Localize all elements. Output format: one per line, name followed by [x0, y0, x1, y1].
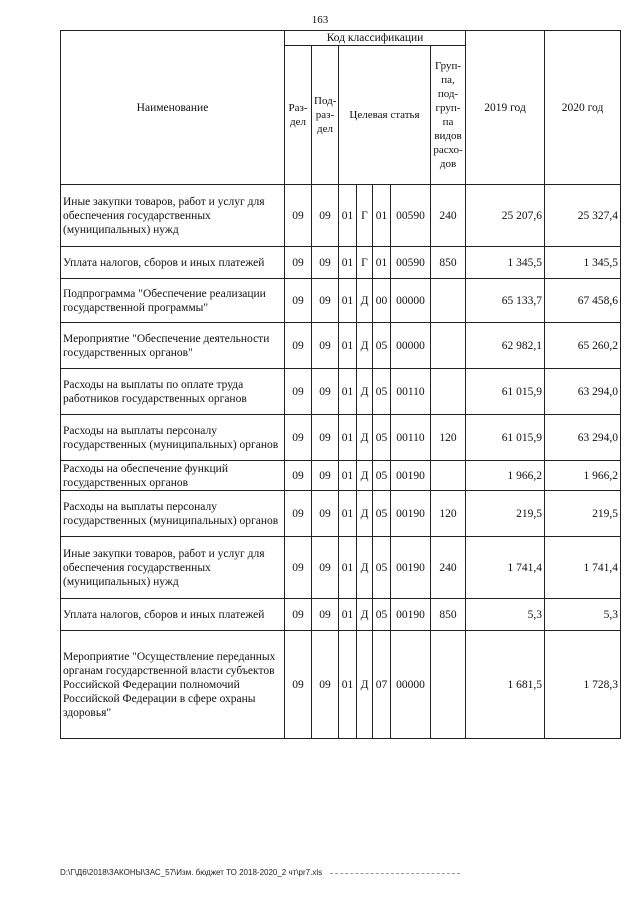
row-expense-type: 120: [431, 415, 466, 461]
row-subsection: 09: [312, 415, 339, 461]
row-name: Иные закупки товаров, работ и услуг для обеспечения государственных (муниципальных) нужд: [61, 185, 285, 247]
row-amount-2020: 1 966,2: [545, 461, 621, 491]
table-row: [61, 279, 621, 323]
row-section: 09: [285, 247, 312, 279]
row-target-program: 01: [339, 247, 357, 279]
table-row: [61, 369, 621, 415]
table-row: [61, 631, 621, 739]
row-amount-2020: 63 294,0: [545, 415, 621, 461]
row-section: 09: [285, 369, 312, 415]
table-row: [61, 247, 621, 279]
row-target-program: 01: [339, 599, 357, 631]
row-subsection: 09: [312, 323, 339, 369]
row-name: Иные закупки товаров, работ и услуг для обеспечения государственных (муниципальных) нужд: [61, 537, 285, 599]
table-row: [61, 415, 621, 461]
row-expense-type: 850: [431, 599, 466, 631]
row-section: 09: [285, 415, 312, 461]
row-amount-2020: 1 741,4: [545, 537, 621, 599]
row-section: 09: [285, 185, 312, 247]
row-subsection: 09: [312, 279, 339, 323]
row-amount-2019: 61 015,9: [466, 369, 545, 415]
row-amount-2020: 1 728,3: [545, 631, 621, 739]
row-amount-2019: 62 982,1: [466, 323, 545, 369]
row-expense-type: [431, 369, 466, 415]
row-section: 09: [285, 599, 312, 631]
row-expense-type: [431, 631, 466, 739]
row-name: Расходы на выплаты по оплате труда работников государственных органов: [61, 369, 285, 415]
row-section: 09: [285, 461, 312, 491]
row-amount-2019: 65 133,7: [466, 279, 545, 323]
table-row: [61, 461, 621, 491]
row-target-event: 00: [373, 279, 391, 323]
row-target-direction: 00190: [391, 599, 431, 631]
page-number: 163: [311, 14, 329, 26]
table-row: [61, 491, 621, 537]
row-expense-type: [431, 279, 466, 323]
row-name: Подпрограмма "Обеспечение реализации государственной программы": [61, 279, 285, 323]
row-target-program: 01: [339, 415, 357, 461]
row-target-event: 05: [373, 415, 391, 461]
row-amount-2020: 65 260,2: [545, 323, 621, 369]
row-name: Расходы на выплаты персоналу государственных (муниципальных) органов: [61, 491, 285, 537]
row-target-program: 01: [339, 185, 357, 247]
row-target-event: 01: [373, 185, 391, 247]
header-subsection: Под- раз- дел: [312, 46, 339, 185]
row-target-direction: 00590: [391, 247, 431, 279]
row-name: Расходы на выплаты персоналу государственных (муниципальных) органов: [61, 415, 285, 461]
row-subsection: 09: [312, 247, 339, 279]
row-target-program: 01: [339, 369, 357, 415]
row-section: 09: [285, 537, 312, 599]
row-target-subprogram: Д: [357, 631, 373, 739]
table-row: [61, 323, 621, 369]
header-year-2020: 2020 год: [545, 31, 621, 185]
row-expense-type: [431, 461, 466, 491]
row-amount-2019: 61 015,9: [466, 415, 545, 461]
row-amount-2020: 1 345,5: [545, 247, 621, 279]
row-target-program: 01: [339, 631, 357, 739]
row-target-direction: 00000: [391, 631, 431, 739]
row-amount-2019: 1 681,5: [466, 631, 545, 739]
table-row: [61, 537, 621, 599]
row-target-program: 01: [339, 323, 357, 369]
row-target-event: 05: [373, 369, 391, 415]
row-amount-2019: 1 345,5: [466, 247, 545, 279]
budget-table: [60, 30, 621, 739]
row-target-subprogram: Д: [357, 323, 373, 369]
row-target-direction: 00190: [391, 537, 431, 599]
table-row: [61, 599, 621, 631]
row-target-subprogram: Д: [357, 537, 373, 599]
row-amount-2019: 1 966,2: [466, 461, 545, 491]
row-subsection: 09: [312, 599, 339, 631]
row-expense-type: 850: [431, 247, 466, 279]
row-subsection: 09: [312, 631, 339, 739]
row-amount-2020: 63 294,0: [545, 369, 621, 415]
footer-divider: [330, 873, 460, 874]
row-section: 09: [285, 323, 312, 369]
header-target-article: Целевая статья: [339, 46, 431, 185]
row-expense-type: 240: [431, 185, 466, 247]
row-amount-2020: 67 458,6: [545, 279, 621, 323]
row-subsection: 09: [312, 537, 339, 599]
row-expense-type: 120: [431, 491, 466, 537]
row-target-direction: 00000: [391, 323, 431, 369]
row-subsection: 09: [312, 461, 339, 491]
header-classification-code: Код классификации: [285, 31, 466, 46]
row-target-program: 01: [339, 279, 357, 323]
row-expense-type: [431, 323, 466, 369]
row-target-direction: 00110: [391, 415, 431, 461]
row-amount-2020: 25 327,4: [545, 185, 621, 247]
row-target-subprogram: Д: [357, 599, 373, 631]
row-target-direction: 00000: [391, 279, 431, 323]
row-amount-2019: 219,5: [466, 491, 545, 537]
row-subsection: 09: [312, 185, 339, 247]
row-target-direction: 00590: [391, 185, 431, 247]
row-target-event: 01: [373, 247, 391, 279]
row-name: Уплата налогов, сборов и иных платежей: [61, 599, 285, 631]
row-target-event: 05: [373, 599, 391, 631]
footer-file-path: D:\Г\Д6\2018\ЗАКОНЫ\ЗАС_57\Изм. бюджет ТО 2018-2020_2 чт\pr7.xls: [60, 868, 323, 877]
row-target-subprogram: Д: [357, 279, 373, 323]
row-amount-2019: 5,3: [466, 599, 545, 631]
row-section: 09: [285, 279, 312, 323]
row-expense-type: 240: [431, 537, 466, 599]
row-target-subprogram: Д: [357, 369, 373, 415]
row-amount-2019: 25 207,6: [466, 185, 545, 247]
row-subsection: 09: [312, 369, 339, 415]
row-name: Расходы на обеспечение функций государственных органов: [61, 461, 285, 491]
row-target-direction: 00110: [391, 369, 431, 415]
header-year-2019: 2019 год: [466, 31, 545, 185]
row-target-subprogram: Д: [357, 461, 373, 491]
row-subsection: 09: [312, 491, 339, 537]
row-name: Мероприятие "Осуществление переданных органам государственной власти субъектов Российской Федерации полномочий Российской Федерации в сфере охраны здоровья": [61, 631, 285, 739]
header-name: Наименование: [61, 31, 285, 185]
row-target-event: 05: [373, 491, 391, 537]
row-name: Мероприятие "Обеспечение деятельности государственных органов": [61, 323, 285, 369]
row-amount-2020: 219,5: [545, 491, 621, 537]
row-target-direction: 00190: [391, 461, 431, 491]
row-target-event: 05: [373, 323, 391, 369]
row-target-subprogram: Г: [357, 247, 373, 279]
row-target-subprogram: Д: [357, 491, 373, 537]
row-target-direction: 00190: [391, 491, 431, 537]
row-target-event: 05: [373, 461, 391, 491]
row-target-program: 01: [339, 461, 357, 491]
row-amount-2019: 1 741,4: [466, 537, 545, 599]
row-amount-2020: 5,3: [545, 599, 621, 631]
header-section: Раз- дел: [285, 46, 312, 185]
row-name: Уплата налогов, сборов и иных платежей: [61, 247, 285, 279]
row-section: 09: [285, 491, 312, 537]
header-expense-group: Груп- па, под- груп- па видов расхо- дов: [431, 46, 466, 185]
row-target-event: 05: [373, 537, 391, 599]
row-target-program: 01: [339, 537, 357, 599]
row-target-subprogram: Д: [357, 415, 373, 461]
row-target-program: 01: [339, 491, 357, 537]
row-target-event: 07: [373, 631, 391, 739]
table-row: [61, 185, 621, 247]
row-target-subprogram: Г: [357, 185, 373, 247]
row-section: 09: [285, 631, 312, 739]
